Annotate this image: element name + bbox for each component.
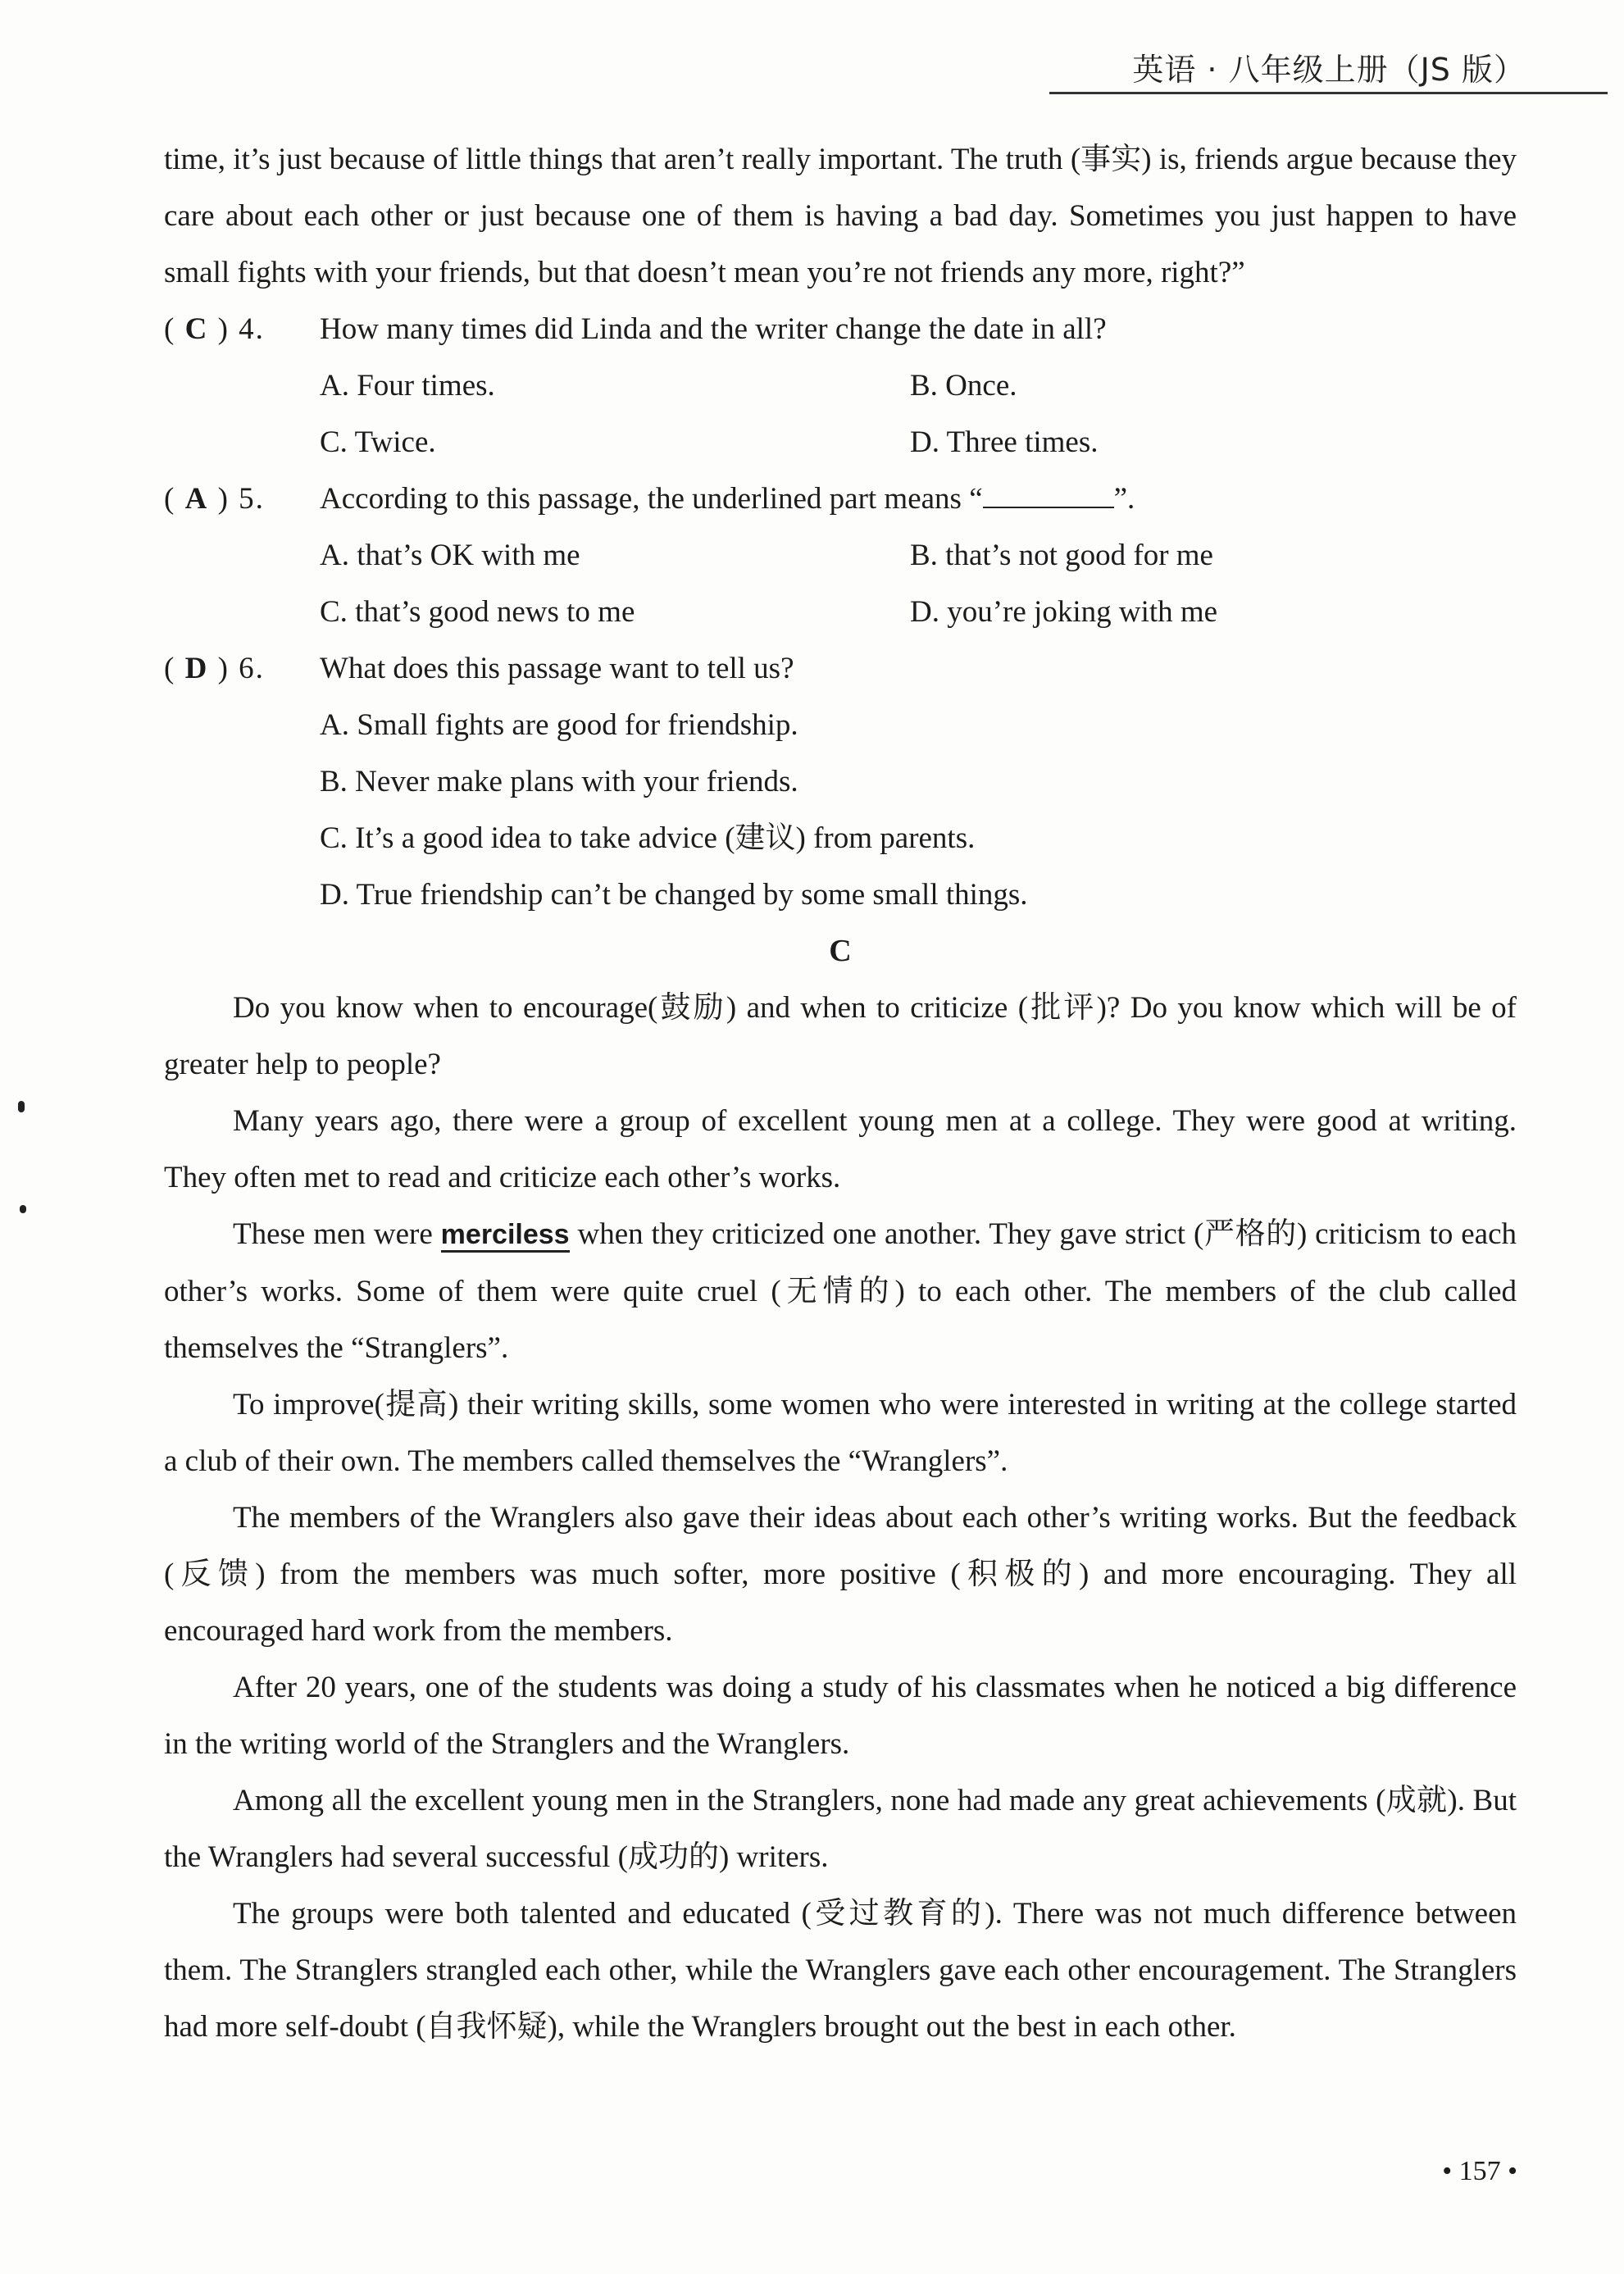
answer-bracket: ( C ) 4.: [164, 312, 265, 346]
page-number: • 157 •: [1442, 2156, 1517, 2186]
option: A. Small fights are good for friendship.: [320, 708, 798, 742]
question-number: 6.: [239, 652, 265, 685]
answer-bracket: ( D ) 6.: [164, 652, 265, 685]
option: D. you’re joking with me: [910, 595, 1218, 629]
answer-letter: A: [184, 482, 209, 516]
question-text: What does this passage want to tell us?: [320, 652, 794, 685]
question-text-end: ”.: [1113, 482, 1135, 516]
passage-paragraph: [164, 1206, 1517, 1376]
option: B. Never make plans with your friends.: [320, 765, 798, 798]
question-5: [164, 471, 1517, 527]
answer-bracket: ( A ) 5.: [164, 482, 265, 516]
question-4: [164, 301, 1517, 357]
section-heading: C: [829, 934, 852, 968]
passage-paragraph: The groups were both talented and educated (受过教育的). There was not much difference between them. The Stranglers strangled each other, while the Wranglers gave each other encouragement. The Stranglers had more self-doubt (自我怀疑), while the Wranglers brought out the best in each other.: [164, 1897, 1517, 2044]
option: A. Four times.: [320, 369, 495, 402]
question-number: 5.: [239, 482, 265, 516]
option: C. It’s a good idea to take advice (建议) from parents.: [320, 821, 976, 855]
option: B. that’s not good for me: [910, 539, 1213, 572]
header-divider: [1049, 92, 1608, 94]
passage-paragraph: To improve(提高) their writing skills, some women who were interested in writing at the college started a club of their own. The members called themselves the “Wranglers”.: [164, 1388, 1517, 1478]
text-run: when they criticized one another. They gave strict (严格的) criticism to each other’s works. Some of them were quite cruel (无情的) to each other. The members of the club called themselves the “Stranglers”.: [164, 1217, 1517, 1365]
option: D. True friendship can’t be changed by some small things.: [320, 878, 1028, 912]
page-header: [0, 0, 1624, 98]
option: C. Twice.: [320, 425, 436, 459]
answer-blank: [983, 479, 1114, 508]
underlined-word: merciless: [441, 1219, 570, 1253]
option: B. Once.: [910, 369, 1017, 402]
question-5-options: [164, 527, 1517, 640]
answer-letter: C: [184, 312, 209, 346]
text-run: These men were: [233, 1217, 441, 1251]
option: D. Three times.: [910, 425, 1099, 459]
question-text: [320, 471, 1135, 527]
passage-paragraph: After 20 years, one of the students was doing a study of his classmates when he noticed a big difference in the writing world of the Stranglers and the Wranglers.: [164, 1671, 1517, 1761]
question-number: 4.: [239, 312, 265, 346]
question-text: How many times did Linda and the writer change the date in all?: [320, 312, 1107, 346]
answer-letter: D: [184, 652, 209, 685]
passage-paragraph: Do you know when to encourage(鼓励) and when to criticize (批评)? Do you know which will be of greater help to people?: [164, 991, 1517, 1081]
question-6: [164, 640, 1517, 697]
passage-paragraph: Among all the excellent young men in the Stranglers, none had made any great achievements (成就). But the Wranglers had several successful (成功的) writers.: [164, 1784, 1517, 1874]
margin-mark: [18, 1101, 25, 1112]
question-text-start: According to this passage, the underlined part means “: [320, 482, 983, 516]
passage-paragraph: The members of the Wranglers also gave their ideas about each other’s writing works. But the feedback (反馈) from the members was much softer, more positive (积极的) and more encouraging. They all encouraged hard work from the members.: [164, 1501, 1517, 1648]
passage-paragraph: Many years ago, there were a group of excellent young men at a college. They were good at writing. They often met to read and criticize each other’s works.: [164, 1104, 1517, 1194]
intro-paragraph: time, it’s just because of little things that aren’t really important. The truth (事实) is, friends argue because they care about each other or just because one of them is having a bad day. Sometimes you just happen to have small fights with your friends, but that doesn’t mean you’re not friends any more, right?”: [164, 143, 1517, 289]
option: A. that’s OK with me: [320, 539, 580, 572]
question-4-options: [164, 357, 1517, 471]
option: C. that’s good news to me: [320, 595, 635, 629]
page-content: [164, 131, 1517, 2055]
margin-mark: [20, 1205, 26, 1213]
book-title: 英语 · 八年级上册（JS 版）: [1132, 52, 1526, 88]
question-6-options: [164, 697, 1517, 923]
